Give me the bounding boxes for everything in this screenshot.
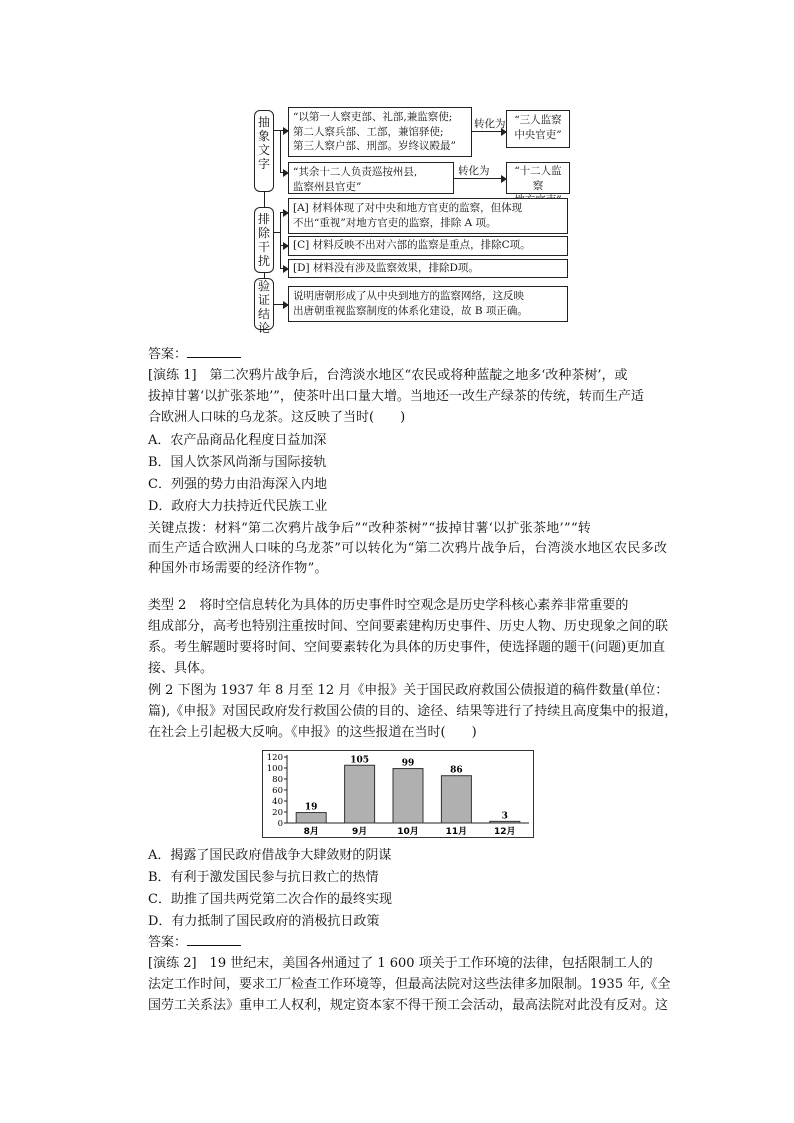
bar — [393, 769, 423, 823]
conclusion-box: 说明唐朝形成了从中央到地方的监察网络，这反映 出唐朝重视监察制度的体系化建设，故 B 项正确。 — [288, 286, 568, 322]
section-label-abstract: 抽 象 文 字 — [254, 110, 274, 192]
bar — [345, 765, 375, 823]
example2-option-a: A．揭露了国民政府借战争大肆敛财的阴谋 — [148, 848, 392, 863]
x-tick-label: 11月 — [445, 827, 468, 837]
result-box-central: “三人监察 中央官吏” — [506, 110, 570, 148]
arrow-label: 转化为 — [474, 118, 506, 130]
exclude-option-a: [A] 材料体现了对中央和地方官吏的监察，但体现 不出“重视”对地方官吏的监察，排除 A 项。 — [288, 198, 568, 234]
exclude-option-d: [D] 材料没有涉及监察效果，排除D项。 — [288, 259, 568, 278]
type2-line: 接、具体。 — [148, 661, 214, 676]
exercise1-line: 合欧洲人口味的乌龙茶。这反映了当时( ) — [148, 410, 406, 425]
example2-option-b: B．有利于激发国民参与抗日救亡的热情 — [148, 870, 379, 885]
quote-box-local: “其余十二人负责巡按州县, 监察州县官吏” — [288, 162, 454, 194]
arrow — [280, 130, 288, 131]
exercise1-line: [演练 1] 第二次鸦片战争后，台湾淡水地区“农民或将种蓝靛之地多‘改种茶树’，或 — [148, 368, 628, 383]
arrow-label: 转化为 — [458, 165, 490, 177]
data-label: 19 — [304, 802, 318, 813]
exclude-option-c: [C] 材料反映不出对六部的监察是重点，排除C项。 — [288, 236, 568, 256]
exercise2-line: 法定工作时间，要求工厂检查工作环境等，但最高法院对这些法律多加限制。1935 年,《全 — [148, 977, 671, 992]
exercise2-line: [演练 2] 19 世纪末，美国各州通过了 1 600 项关于工作环境的法律，包括限制工人的 — [148, 956, 653, 971]
exercise1-option-c: C．列强的势力由沿海深入内地 — [148, 477, 327, 492]
answer-line-2: 答案： — [148, 932, 241, 953]
data-label: 105 — [350, 755, 369, 766]
arrow — [280, 172, 288, 173]
y-tick-label: 100 — [266, 764, 283, 774]
connector-line — [264, 273, 265, 278]
result-box-local: “十二人监察 — [506, 162, 570, 194]
y-tick-label: 0 — [277, 819, 283, 829]
exercise1-option-a: A．农产品商品化程度日益加深 — [148, 433, 327, 448]
x-tick-label: 12月 — [494, 827, 516, 837]
x-tick-label: 8月 — [303, 827, 319, 837]
quote-box-central: “以第一人察吏部、礼部,兼监察使; 第二人察兵部、工部，兼馆驿使; 第三人察户部、刑部。岁终议殿最” — [288, 107, 472, 157]
exercise1-line: 拔掉甘薯‘以扩张茶地’”，使茶叶出口量大增。当地还一改生产绿茶的传统，转而生产适 — [148, 389, 644, 404]
x-tick-label: 9月 — [351, 827, 368, 837]
data-label: 86 — [450, 765, 463, 776]
x-tick-label: 10月 — [397, 827, 419, 837]
answer-line-1: 答案： — [148, 344, 241, 365]
example2-option-d: D．有力抵制了国民政府的消极抗日政策 — [148, 914, 380, 929]
bar — [296, 813, 326, 823]
y-tick-label: 120 — [266, 753, 283, 763]
exercise1-option-d: D．政府大力扶持近代民族工业 — [148, 499, 328, 514]
y-tick-label: 60 — [272, 786, 283, 796]
section-label-exclude: 排 除 干 扰 — [254, 207, 274, 273]
exercise1-option-b: B．国人饮茶风尚渐与国际接轨 — [148, 455, 327, 470]
arrow — [454, 178, 506, 179]
section-label-verify: 验 证 结 论 — [254, 278, 274, 330]
type2-line: 类型 2 将时空信息转化为具体的历史事件时空观念是历史学科核心素养非常重要的 — [148, 598, 629, 613]
example2-line: 篇),《申报》对国民政府发行救国公债的目的、途径、结果等进行了持续且高度集中的报道， — [148, 704, 678, 719]
data-label: 3 — [501, 811, 508, 822]
type2-line: 系。考生解题时要将时间、空间要素转化为具体的历史事件，使选择题的题干(问题)更加直 — [148, 640, 666, 655]
example2-line: 在社会上引起极大反响。《申报》的这些报道在当时( ) — [148, 725, 477, 740]
connector-line — [264, 192, 265, 207]
y-tick-label: 40 — [272, 797, 283, 807]
bar — [490, 821, 520, 823]
example2-line: 例 2 下图为 1937 年 8 月至 12 月《申报》关于国民政府救国公债报道的稿件数量(单位： — [148, 683, 669, 698]
keypoint-line: 而生产适合欧洲人口味的乌龙茶”可以转化为“第二次鸦片战争后，台湾淡水地区农民多改 — [148, 541, 668, 556]
y-tick-label: 20 — [272, 808, 283, 818]
type2-line: 组成部分，高考也特别注重按时间、空间要素建构历史事件、历史人物、历史现象之间的联 — [148, 619, 669, 634]
bar-chart — [263, 751, 533, 837]
exercise2-line: 国劳工关系法》重申工人权利，规定资本家不得干预工会活动，最高法院对此没有反对。这 — [148, 998, 669, 1013]
y-tick-label: 80 — [272, 775, 283, 785]
bar-chart-frame — [262, 750, 534, 838]
arrow — [472, 131, 506, 132]
keypoint-line: 种国外市场需要的经济作物”。 — [148, 561, 328, 576]
keypoint-line: 关键点拨：材料“第二次鸦片战争后”“改种茶树”“拔掉甘薯‘以扩张茶地’”“转 — [148, 521, 592, 536]
bar — [441, 776, 471, 823]
example2-option-c: C．助推了国共两党第二次合作的最终实现 — [148, 892, 392, 907]
data-label: 99 — [401, 758, 415, 769]
